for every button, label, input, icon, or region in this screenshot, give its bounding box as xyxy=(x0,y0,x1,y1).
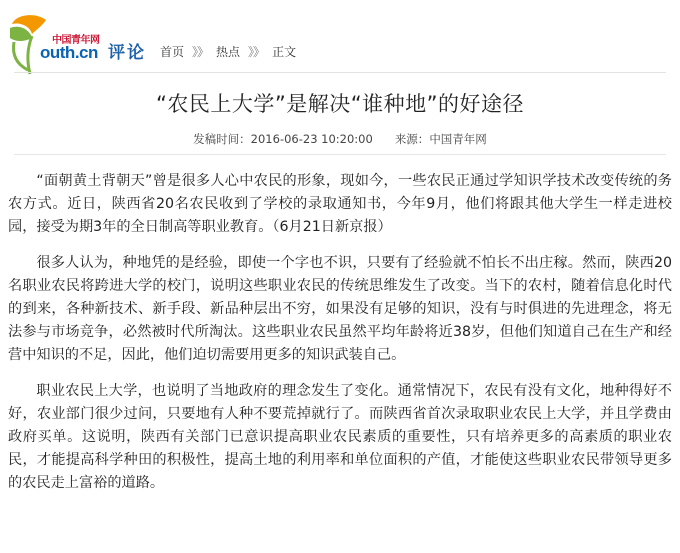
published-time: 2016-06-23 10:20:00 xyxy=(250,132,373,146)
article-paragraph: 很多人认为，种地凭的是经验，即使一个字也不识，只要有了经验就不怕长不出庄稼。然而，陕西20名职业农民将跨进大学的校门，说明这些职业农民的传统思维发生了改变。当下的农村，随着信息化时代的到来，各种新技术、新手段、新品种层出不穷，如果没有足够的知识，没有与时俱进的先进理念，将无法参与市场竞争，必然被时代所淘汰。这些职业农民虽然平均年龄将近38岁，但他们知道自己在生产和经营中知识的不足，因此，他们迫切需要用更多的知识武装自己。 xyxy=(8,255,672,363)
article-paragraph: 职业农民上大学，也说明了当地政府的理念发生了变化。通常情况下，农民有没有文化，地种得好不好，农业部门很少过问，只要地有人种不要荒掉就行了。而陕西省首次录取职业农民上大学，并且学费由政府买单。这说明，陕西有关部门已意识提高职业农民素质的重要性，只有培养更多的高素质的职业农民，才能提高科学种田的积极性，提高土地的利用率和单位面积的产值，才能使这些职业农民带领导更多的农民走上富裕的道路。 xyxy=(8,383,672,491)
site-logo[interactable] xyxy=(6,12,102,76)
article-paragraph: “面朝黄土背朝天”曾是很多人心中农民的形象，现如今，一些农民正通过学知识学技术改变传统的务农方式。近日，陕西省20名农民收到了学校的录取通知书，今年9月，他们将跟其他大学生一样走进校园，接受为期3年的全日制高等职业教育。（6月21日新京报） xyxy=(8,173,672,235)
breadcrumb-home[interactable]: 首页 xyxy=(160,45,185,59)
article-title: “农民上大学”是解决“谁种地”的好途径 xyxy=(155,92,525,116)
header-divider xyxy=(14,72,666,73)
logo-chinese-text: 中国青年网 xyxy=(52,35,100,46)
source-name: 中国青年网 xyxy=(429,132,487,146)
breadcrumb-separator: 》》 xyxy=(248,45,265,59)
section-title[interactable]: 评论 xyxy=(108,43,146,63)
published-label: 发稿时间： xyxy=(193,132,251,146)
breadcrumb-hot[interactable]: 热点 xyxy=(216,45,241,59)
meta-divider xyxy=(14,154,666,155)
logo-english-text: outh.cn xyxy=(40,43,98,62)
site-header xyxy=(0,0,680,80)
breadcrumb-separator: 》》 xyxy=(192,45,209,59)
article-meta xyxy=(0,131,680,147)
source-label: 来源： xyxy=(394,132,430,146)
breadcrumb xyxy=(160,43,296,60)
breadcrumb-current: 正文 xyxy=(272,45,297,59)
article-body xyxy=(8,170,672,508)
